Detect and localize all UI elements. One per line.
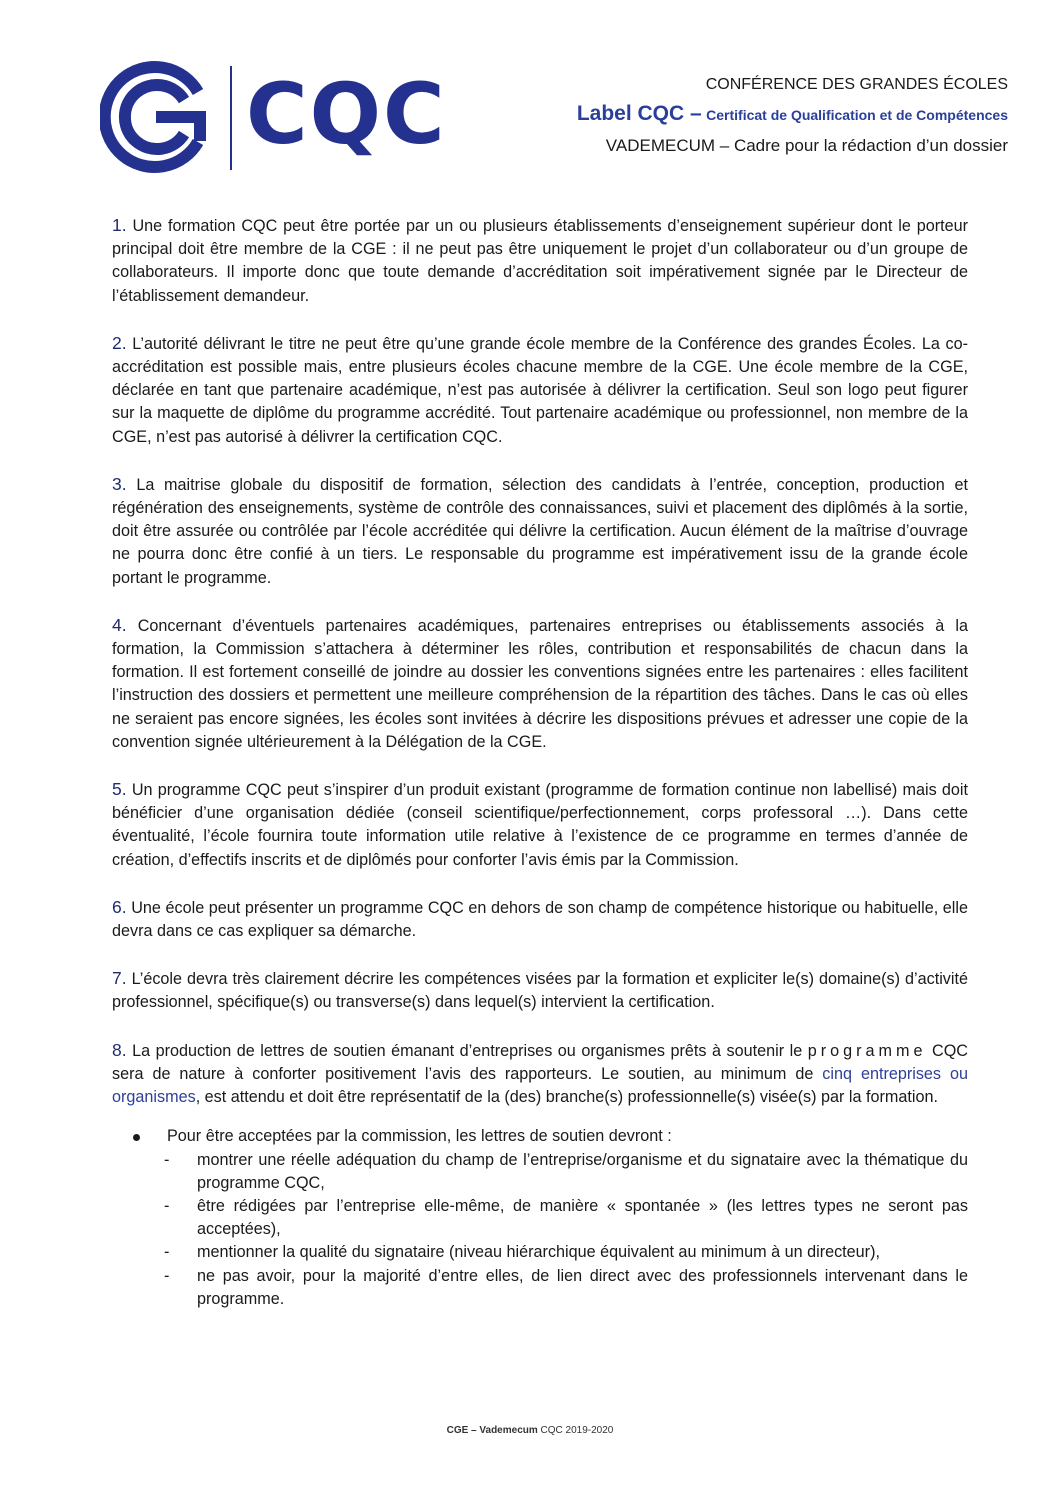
paragraph-3 — [112, 473, 968, 590]
sub-item-text: ne pas avoir, pour la majorité d’entre elles, de lien direct avec des professionnels intervenant dans le programme. — [197, 1266, 968, 1308]
label-title — [577, 100, 1008, 130]
dash-icon: - — [164, 1266, 170, 1285]
paragraph-8 — [112, 1039, 968, 1110]
page-footer — [0, 1425, 1060, 1436]
paragraph-text: Une formation CQC peut être portée par un ou plusieurs établissements d’enseignement supérieur dont le porteur principal doit être membre de la CGE : il ne peut pas être uniquement le projet d’un collaborateur ou d’un groupe de collaborateurs. Il importe donc que toute demande d’accréditation soit impérativement signée par le Directeur de l’établissement demandeur. — [112, 217, 968, 305]
paragraph-text: CQC sera de nature à conforter positivement l’avis des rapporteurs. Le soutien, au minimum de — [112, 1041, 969, 1083]
org-name: CONFÉRENCE DES GRANDES ÉCOLES — [705, 76, 1008, 93]
dash-icon: - — [164, 1150, 170, 1169]
paragraph-2 — [112, 332, 968, 449]
paragraph-5 — [112, 778, 968, 872]
bullet-list-item — [112, 1125, 968, 1311]
vademecum-title: VADEMECUM – Cadre pour la rédaction d’un dossier — [605, 136, 1008, 155]
logo-divider — [230, 66, 232, 170]
sub-list-item — [164, 1195, 968, 1241]
sub-list-item — [164, 1265, 968, 1311]
paragraph-text: Un programme CQC peut s’inspirer d’un produit existant (programme de formation continue non labellisé) mais doit bénéficier d’une organisation dédiée (conseil scientifique/perfectionnement, corps professoral …). Dans cette éventualité, l’école fournira toute information utile relative à l’existence de ce programme en termes d’année de création, d’effectifs inscrits et de diplômés pour conforter l’avis émis par la Commission. — [112, 781, 968, 869]
bullet-dot-icon — [133, 1134, 140, 1141]
sub-item-text: montrer une réelle adéquation du champ de l’entreprise/organisme et du signataire avec la thématique du programme CQC, — [197, 1150, 968, 1192]
sub-list — [164, 1149, 968, 1311]
paragraph-text: L’école devra très clairement décrire les compétences visées par la formation et expliciter le(s) domaine(s) d’activité professionnel, spécifique(s) ou transverse(s) dans lequel(s) intervient la certification. — [112, 970, 968, 1012]
paragraph-text: La maitrise globale du dispositif de formation, sélection des candidats à l’entrée, conception, production et régénération des enseignements, système de contrôle des connaissances, suivi et placement des diplômés à la sortie, doit être assurée ou contrôlée par l’école accréditée qui délivre la certification. Aucun élément de la maîtrise d’ouvrage ne pourra donc être confié à un tiers. Le responsable du programme est impérativement issu de la grande école portant le programme. — [112, 475, 968, 587]
paragraph-text: Une école peut présenter un programme CQC en dehors de son champ de compétence historique ou habituelle, elle devra dans ce cas expliquer sa démarche. — [112, 898, 968, 941]
paragraph-number: 8. — [112, 1039, 127, 1060]
document-body — [112, 214, 968, 1311]
paragraph-1 — [112, 214, 968, 308]
paragraph-6 — [112, 896, 968, 943]
dash-icon: - — [164, 1196, 170, 1215]
paragraph-number: 2. — [112, 332, 127, 353]
paragraph-text: La production de lettres de soutien émanant d’entreprises ou organismes prêts à soutenir le — [126, 1041, 808, 1060]
sub-list-item — [164, 1241, 968, 1264]
paragraph-text: Concernant d’éventuels partenaires académiques, partenaires entreprises ou établissements associés à la formation, la Commission s’attachera à déterminer les rôles, contribution et responsabilités de chacun dans la formation. Il est fortement conseillé de joindre au dossier les conventions signées entre les partenaires : elles facilitent l’instruction des dossiers et permettent une meilleure compréhension de la répartition des tâches. Dans le cas où elles ne seraient pas encore signées, les écoles sont invitées à décrire les dispositions prévues et adresser une copie de la convention signée ultérieurement à la Délégation de la CGE. — [112, 616, 968, 751]
bullet-intro: Pour être acceptées par la commission, les lettres de soutien devront : — [167, 1127, 672, 1146]
sub-item-text: mentionner la qualité du signataire (niveau hiérarchique équivalent au minimum à un directeur), — [197, 1243, 880, 1262]
sub-list-item — [164, 1149, 968, 1195]
paragraph-4 — [112, 614, 968, 754]
logo-cqc-text: CQC — [246, 65, 447, 163]
document-header — [577, 72, 1008, 160]
sub-item-text: être rédigées par l’entreprise elle-même, de manière « spontanée » (les lettres types ne seront pas acceptées), — [197, 1196, 968, 1239]
footer-bold: CGE – Vademecum — [446, 1425, 538, 1436]
spaced-word: programme — [807, 1041, 927, 1060]
paragraph-number: 5. — [112, 779, 127, 800]
paragraph-text: , est attendu et doit être représentatif de la (des) branche(s) professionnelle(s) visée(s) par la formation. — [195, 1088, 938, 1107]
dash-icon: - — [164, 1243, 170, 1262]
label-subtitle: Certificat de Qualification et de Compétences — [706, 107, 1008, 123]
paragraph-text: L’autorité délivrant le titre ne peut être qu’une grande école membre de la Conférence des grandes Écoles. La co-accréditation est possible mais, entre plusieurs écoles chacune membre de la CGE. Une école membre de la CGE, déclarée en tant que partenaire académique, n’est pas autorisée à délivrer la certification. Seul son logo peut figurer sur la maquette de diplôme du programme accrédité. Tout partenaire académique ou professionnel, non membre de la CGE, n’est pas autorisé à délivrer la certification CQC. — [112, 334, 968, 446]
paragraph-number: 3. — [112, 473, 127, 494]
cge-cqc-logo — [100, 58, 447, 176]
paragraph-number: 1. — [112, 215, 127, 235]
paragraph-number: 7. — [112, 968, 127, 989]
label-main: Label CQC – — [576, 102, 702, 125]
emphasis-link: cinq entreprises ou organismes — [112, 1064, 968, 1107]
footer-text: CQC 2019-2020 — [537, 1425, 614, 1436]
paragraph-7 — [112, 967, 968, 1014]
paragraph-number: 4. — [112, 614, 127, 635]
paragraph-number: 6. — [112, 896, 127, 917]
cge-emblem-icon — [100, 58, 218, 176]
